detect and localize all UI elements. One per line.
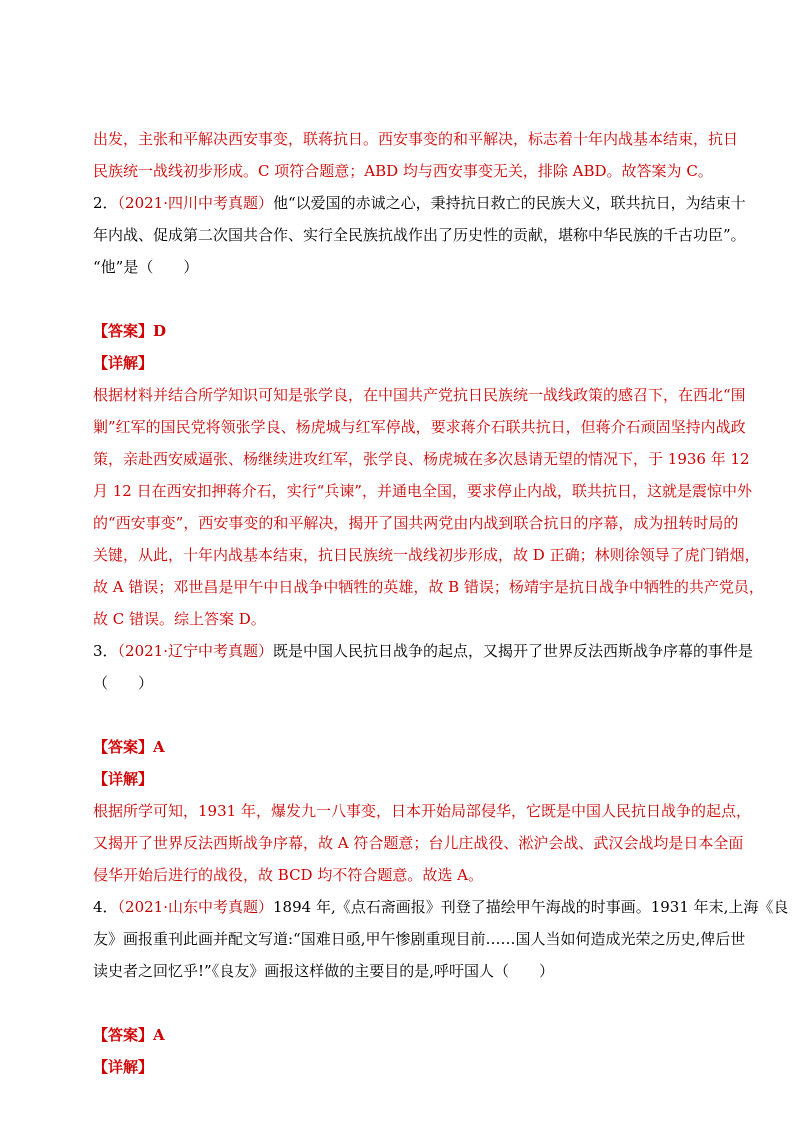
detail-line: 故 C 错误。综上答案 D。	[93, 610, 266, 628]
detail-line: 策，亲赴西安威逼张、杨继续进攻红军，张学良、杨虎城在多次恳请无望的情况下，于 1936 年 12	[93, 450, 750, 468]
answer-label: 【答案】A	[93, 738, 165, 756]
detail-label: 【详解】	[93, 354, 154, 372]
q4-stem-line: 友》画报重刊此画并配文写道:“国难日亟,甲午惨剧重现目前……国人当如何造成光荣之历史,俾后世	[93, 930, 746, 948]
detail-label: 【详解】	[93, 1058, 154, 1076]
question-number: 2．	[93, 194, 118, 212]
question-stem-text: 他“以爱国的赤诚之心，秉持抗日救亡的民族大义，联共抗日，为结束十	[273, 194, 746, 212]
question-source: （2021·四川中考真题）	[117, 194, 273, 212]
q4-stem-line: 读史者之回忆乎!”《良友》画报这样做的主要目的是,呼吁国人（ ）	[93, 962, 554, 980]
question-number: 4．	[93, 898, 118, 916]
detail-line: 关键，从此，十年内战基本结束，抗日民族统一战线初步形成，故 D 正确；林则徐领导了虎门销烟，	[93, 546, 760, 564]
detail-line: 剿”红军的国民党将领张学良、杨虎城与红军停战，要求蒋介石联共抗日，但蒋介石顽固坚持内战政	[93, 418, 746, 436]
detail-line: 的“西安事变”，西安事变的和平解决，揭开了国共两党由内战到联合抗日的序幕，成为扭转时局的	[93, 514, 739, 532]
question-stem-text: 既是中国人民抗日战争的起点，又揭开了世界反法西斯战争序幕的事件是	[273, 642, 754, 660]
q3-stem-line: （ ）	[93, 674, 154, 692]
detail-line: 根据材料并结合所学知识可知是张学良，在中国共产党抗日民族统一战线政策的感召下，在西北“围	[93, 386, 746, 404]
q3-stem	[93, 641, 754, 661]
q1-explanation-line: 民族统一战线初步形成。C 项符合题意；ABD 均与西安事变无关，排除 ABD。故答案为 C。	[93, 162, 713, 180]
question-source: （2021·山东中考真题）	[117, 898, 273, 916]
detail-line: 又揭开了世界反法西斯战争序幕，故 A 符合题意；台儿庄战役、淞沪会战、武汉会战均是日本全面	[93, 834, 744, 852]
question-source: （2021·辽宁中考真题）	[117, 642, 273, 660]
detail-line: 故 A 错误；邓世昌是甲午中日战争中牺牲的英雄，故 B 错误；杨靖宇是抗日战争中牺牲的共产党员，	[93, 578, 764, 596]
q1-explanation-line: 出发，主张和平解决西安事变，联蒋抗日。西安事变的和平解决，标志着十年内战基本结束，抗日	[93, 130, 739, 148]
answer-label: 【答案】A	[93, 1026, 165, 1044]
q2-stem-line: “他”是（ ）	[93, 258, 199, 276]
question-stem-text: 1894 年,《点石斋画报》刊登了描绘甲午海战的时事画。1931 年末,上海《良	[273, 898, 789, 916]
q2-stem-line: 年内战、促成第二次国共合作、实行全民族抗战作出了历史性的贡献，堪称中华民族的千古功臣”。	[93, 226, 746, 244]
detail-line: 月 12 日在西安扣押蒋介石，实行“兵谏”，并通电全国，要求停止内战，联共抗日，这就是震惊中外	[93, 482, 752, 500]
question-number: 3．	[93, 642, 118, 660]
answer-label: 【答案】D	[93, 322, 167, 340]
q2-stem	[93, 193, 746, 213]
detail-label: 【详解】	[93, 770, 154, 788]
detail-line: 侵华开始后进行的战役，故 BCD 均不符合题意。故选 A。	[93, 866, 483, 884]
q4-stem	[93, 897, 789, 917]
detail-line: 根据所学可知，1931 年，爆发九一八事变，日本开始局部侵华，它既是中国人民抗日战争的起点，	[93, 802, 751, 820]
